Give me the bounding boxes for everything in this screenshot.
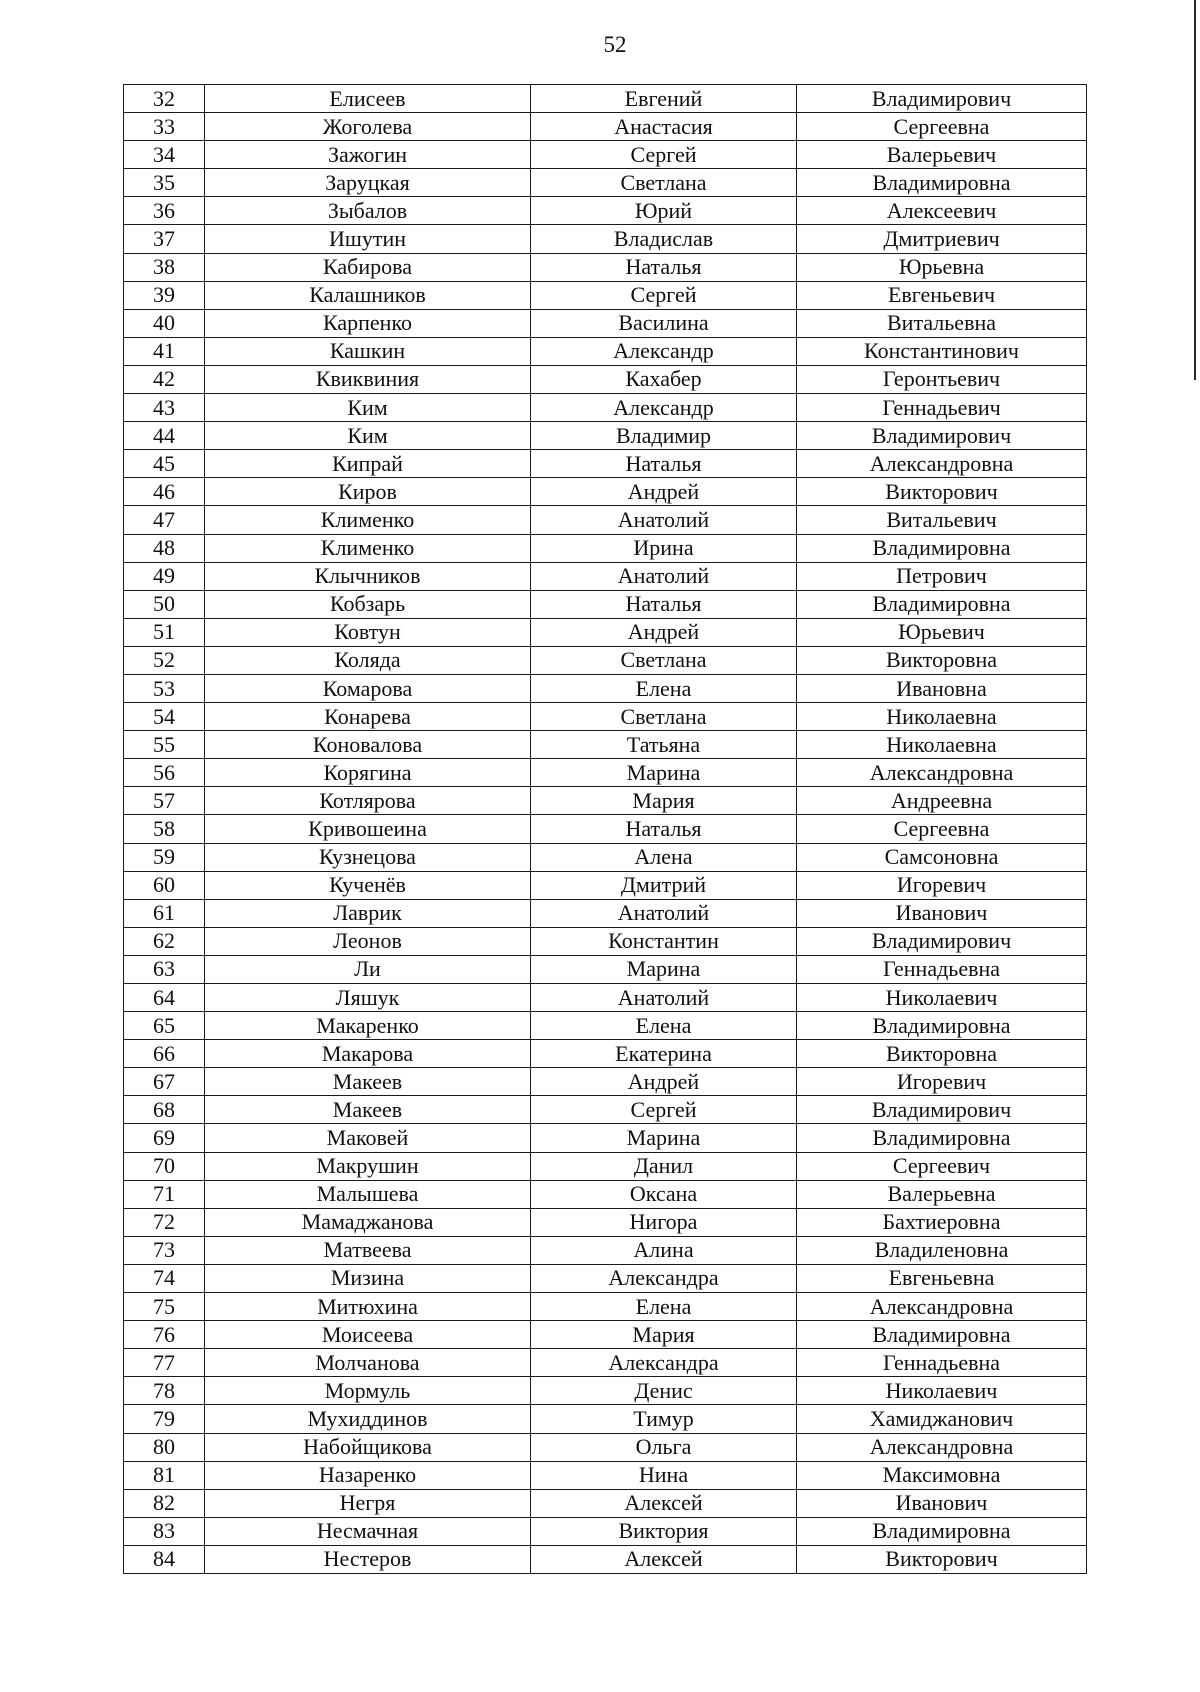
table-row (124, 703, 1087, 731)
row-number-cell: 64 (124, 984, 205, 1012)
patronymic-cell: Алексеевич (797, 197, 1087, 225)
last-name-cell: Ишутин (205, 225, 531, 253)
row-number-cell: 32 (124, 85, 205, 113)
row-number-cell: 72 (124, 1208, 205, 1236)
table-row (124, 1489, 1087, 1517)
row-number-cell: 61 (124, 899, 205, 927)
first-name-cell: Данил (531, 1152, 797, 1180)
name-list-table (123, 84, 1087, 1574)
table-row (124, 1040, 1087, 1068)
table-row (124, 674, 1087, 702)
patronymic-cell: Николаевич (797, 1377, 1087, 1405)
table-row (124, 450, 1087, 478)
patronymic-cell: Самсоновна (797, 843, 1087, 871)
patronymic-cell: Хамиджанович (797, 1405, 1087, 1433)
last-name-cell: Кученёв (205, 871, 531, 899)
first-name-cell: Алексей (531, 1545, 797, 1573)
table-row (124, 113, 1087, 141)
last-name-cell: Кривошеина (205, 815, 531, 843)
first-name-cell: Наталья (531, 590, 797, 618)
table-row (124, 337, 1087, 365)
row-number-cell: 41 (124, 337, 205, 365)
row-number-cell: 52 (124, 646, 205, 674)
row-number-cell: 56 (124, 759, 205, 787)
first-name-cell: Алексей (531, 1489, 797, 1517)
row-number-cell: 71 (124, 1180, 205, 1208)
row-number-cell: 73 (124, 1236, 205, 1264)
first-name-cell: Екатерина (531, 1040, 797, 1068)
row-number-cell: 82 (124, 1489, 205, 1517)
patronymic-cell: Максимовна (797, 1461, 1087, 1489)
first-name-cell: Владислав (531, 225, 797, 253)
first-name-cell: Анатолий (531, 562, 797, 590)
last-name-cell: Моисеева (205, 1321, 531, 1349)
last-name-cell: Клименко (205, 534, 531, 562)
patronymic-cell: Владимировна (797, 1321, 1087, 1349)
first-name-cell: Денис (531, 1377, 797, 1405)
last-name-cell: Ким (205, 422, 531, 450)
table-row (124, 1433, 1087, 1461)
row-number-cell: 69 (124, 1124, 205, 1152)
row-number-cell: 79 (124, 1405, 205, 1433)
first-name-cell: Виктория (531, 1517, 797, 1545)
table-row (124, 1152, 1087, 1180)
last-name-cell: Конарева (205, 703, 531, 731)
patronymic-cell: Геннадьевна (797, 1349, 1087, 1377)
first-name-cell: Александр (531, 394, 797, 422)
last-name-cell: Котлярова (205, 787, 531, 815)
table-row (124, 85, 1087, 113)
row-number-cell: 83 (124, 1517, 205, 1545)
first-name-cell: Анатолий (531, 899, 797, 927)
patronymic-cell: Геннадьевич (797, 394, 1087, 422)
first-name-cell: Анатолий (531, 506, 797, 534)
first-name-cell: Елена (531, 1293, 797, 1321)
last-name-cell: Маковей (205, 1124, 531, 1152)
row-number-cell: 45 (124, 450, 205, 478)
patronymic-cell: Александровна (797, 1293, 1087, 1321)
last-name-cell: Зыбалов (205, 197, 531, 225)
first-name-cell: Андрей (531, 478, 797, 506)
patronymic-cell: Владимирович (797, 422, 1087, 450)
table-row (124, 281, 1087, 309)
patronymic-cell: Николаевна (797, 703, 1087, 731)
table-row (124, 618, 1087, 646)
table-row (124, 478, 1087, 506)
row-number-cell: 59 (124, 843, 205, 871)
patronymic-cell: Викторовна (797, 1040, 1087, 1068)
table-row (124, 590, 1087, 618)
patronymic-cell: Сергеевна (797, 113, 1087, 141)
table-row (124, 1517, 1087, 1545)
last-name-cell: Малышева (205, 1180, 531, 1208)
table-row (124, 1124, 1087, 1152)
row-number-cell: 76 (124, 1321, 205, 1349)
first-name-cell: Андрей (531, 1068, 797, 1096)
table-row (124, 759, 1087, 787)
row-number-cell: 51 (124, 618, 205, 646)
first-name-cell: Константин (531, 927, 797, 955)
row-number-cell: 39 (124, 281, 205, 309)
table-row (124, 253, 1087, 281)
row-number-cell: 68 (124, 1096, 205, 1124)
row-number-cell: 65 (124, 1012, 205, 1040)
first-name-cell: Светлана (531, 169, 797, 197)
last-name-cell: Мизина (205, 1264, 531, 1292)
table-row (124, 646, 1087, 674)
row-number-cell: 47 (124, 506, 205, 534)
row-number-cell: 44 (124, 422, 205, 450)
name-list-body (124, 85, 1087, 1574)
patronymic-cell: Викторовна (797, 646, 1087, 674)
patronymic-cell: Ивановна (797, 674, 1087, 702)
first-name-cell: Нина (531, 1461, 797, 1489)
row-number-cell: 78 (124, 1377, 205, 1405)
table-row (124, 1349, 1087, 1377)
first-name-cell: Александра (531, 1349, 797, 1377)
row-number-cell: 67 (124, 1068, 205, 1096)
row-number-cell: 50 (124, 590, 205, 618)
patronymic-cell: Владимирович (797, 85, 1087, 113)
patronymic-cell: Николаевич (797, 984, 1087, 1012)
table-row (124, 1068, 1087, 1096)
first-name-cell: Сергей (531, 281, 797, 309)
last-name-cell: Макеев (205, 1068, 531, 1096)
table-row (124, 534, 1087, 562)
row-number-cell: 46 (124, 478, 205, 506)
row-number-cell: 42 (124, 365, 205, 393)
table-row (124, 225, 1087, 253)
patronymic-cell: Валерьевич (797, 141, 1087, 169)
last-name-cell: Клименко (205, 506, 531, 534)
last-name-cell: Мормуль (205, 1377, 531, 1405)
row-number-cell: 75 (124, 1293, 205, 1321)
first-name-cell: Наталья (531, 253, 797, 281)
first-name-cell: Светлана (531, 703, 797, 731)
table-row (124, 1321, 1087, 1349)
last-name-cell: Мухиддинов (205, 1405, 531, 1433)
row-number-cell: 77 (124, 1349, 205, 1377)
first-name-cell: Александра (531, 1264, 797, 1292)
table-row (124, 1208, 1087, 1236)
first-name-cell: Юрий (531, 197, 797, 225)
first-name-cell: Кахабер (531, 365, 797, 393)
patronymic-cell: Юрьевич (797, 618, 1087, 646)
patronymic-cell: Александровна (797, 450, 1087, 478)
patronymic-cell: Игоревич (797, 871, 1087, 899)
row-number-cell: 37 (124, 225, 205, 253)
first-name-cell: Алена (531, 843, 797, 871)
patronymic-cell: Петрович (797, 562, 1087, 590)
last-name-cell: Клычников (205, 562, 531, 590)
patronymic-cell: Юрьевна (797, 253, 1087, 281)
last-name-cell: Нестеров (205, 1545, 531, 1573)
table-row (124, 141, 1087, 169)
last-name-cell: Ли (205, 955, 531, 983)
last-name-cell: Киров (205, 478, 531, 506)
last-name-cell: Несмачная (205, 1517, 531, 1545)
page-number: 52 (603, 32, 627, 57)
last-name-cell: Матвеева (205, 1236, 531, 1264)
table-row (124, 1461, 1087, 1489)
table-row (124, 787, 1087, 815)
last-name-cell: Ляшук (205, 984, 531, 1012)
table-row (124, 422, 1087, 450)
table-row (124, 955, 1087, 983)
patronymic-cell: Викторович (797, 478, 1087, 506)
patronymic-cell: Владимировна (797, 590, 1087, 618)
patronymic-cell: Владимировна (797, 1517, 1087, 1545)
table-row (124, 309, 1087, 337)
last-name-cell: Макрушин (205, 1152, 531, 1180)
first-name-cell: Светлана (531, 646, 797, 674)
first-name-cell: Марина (531, 1124, 797, 1152)
row-number-cell: 33 (124, 113, 205, 141)
last-name-cell: Ковтун (205, 618, 531, 646)
first-name-cell: Мария (531, 787, 797, 815)
patronymic-cell: Сергеевич (797, 1152, 1087, 1180)
row-number-cell: 57 (124, 787, 205, 815)
last-name-cell: Леонов (205, 927, 531, 955)
patronymic-cell: Владимирович (797, 927, 1087, 955)
row-number-cell: 38 (124, 253, 205, 281)
patronymic-cell: Викторович (797, 1545, 1087, 1573)
table-row (124, 197, 1087, 225)
patronymic-cell: Валерьевна (797, 1180, 1087, 1208)
first-name-cell: Тимур (531, 1405, 797, 1433)
first-name-cell: Евгений (531, 85, 797, 113)
first-name-cell: Ирина (531, 534, 797, 562)
patronymic-cell: Витальевич (797, 506, 1087, 534)
last-name-cell: Жоголева (205, 113, 531, 141)
last-name-cell: Кабирова (205, 253, 531, 281)
table-row (124, 1236, 1087, 1264)
first-name-cell: Марина (531, 759, 797, 787)
row-number-cell: 81 (124, 1461, 205, 1489)
first-name-cell: Андрей (531, 618, 797, 646)
last-name-cell: Макеев (205, 1096, 531, 1124)
first-name-cell: Владимир (531, 422, 797, 450)
last-name-cell: Калашников (205, 281, 531, 309)
last-name-cell: Коновалова (205, 731, 531, 759)
last-name-cell: Елисеев (205, 85, 531, 113)
patronymic-cell: Владимирович (797, 1096, 1087, 1124)
table-row (124, 927, 1087, 955)
last-name-cell: Негря (205, 1489, 531, 1517)
last-name-cell: Ким (205, 394, 531, 422)
table-row (124, 899, 1087, 927)
row-number-cell: 80 (124, 1433, 205, 1461)
row-number-cell: 74 (124, 1264, 205, 1292)
table-row (124, 815, 1087, 843)
table-row (124, 1545, 1087, 1573)
row-number-cell: 55 (124, 731, 205, 759)
row-number-cell: 58 (124, 815, 205, 843)
patronymic-cell: Евгеньевна (797, 1264, 1087, 1292)
patronymic-cell: Иванович (797, 899, 1087, 927)
row-number-cell: 35 (124, 169, 205, 197)
first-name-cell: Алина (531, 1236, 797, 1264)
table-row (124, 1096, 1087, 1124)
patronymic-cell: Владимировна (797, 534, 1087, 562)
first-name-cell: Сергей (531, 141, 797, 169)
first-name-cell: Анастасия (531, 113, 797, 141)
patronymic-cell: Константинович (797, 337, 1087, 365)
patronymic-cell: Геронтьевич (797, 365, 1087, 393)
last-name-cell: Митюхина (205, 1293, 531, 1321)
table-row (124, 562, 1087, 590)
row-number-cell: 70 (124, 1152, 205, 1180)
patronymic-cell: Николаевна (797, 731, 1087, 759)
first-name-cell: Анатолий (531, 984, 797, 1012)
last-name-cell: Кипрай (205, 450, 531, 478)
first-name-cell: Василина (531, 309, 797, 337)
table-row (124, 1377, 1087, 1405)
first-name-cell: Ольга (531, 1433, 797, 1461)
first-name-cell: Елена (531, 1012, 797, 1040)
row-number-cell: 34 (124, 141, 205, 169)
table-row (124, 1180, 1087, 1208)
row-number-cell: 40 (124, 309, 205, 337)
patronymic-cell: Владимировна (797, 1012, 1087, 1040)
last-name-cell: Лаврик (205, 899, 531, 927)
last-name-cell: Коляда (205, 646, 531, 674)
table-row (124, 169, 1087, 197)
patronymic-cell: Владимировна (797, 1124, 1087, 1152)
last-name-cell: Комарова (205, 674, 531, 702)
patronymic-cell: Сергеевна (797, 815, 1087, 843)
row-number-cell: 53 (124, 674, 205, 702)
first-name-cell: Нигора (531, 1208, 797, 1236)
last-name-cell: Макарова (205, 1040, 531, 1068)
last-name-cell: Кобзарь (205, 590, 531, 618)
row-number-cell: 63 (124, 955, 205, 983)
last-name-cell: Корягина (205, 759, 531, 787)
table-row (124, 394, 1087, 422)
row-number-cell: 43 (124, 394, 205, 422)
last-name-cell: Набойщикова (205, 1433, 531, 1461)
patronymic-cell: Александровна (797, 1433, 1087, 1461)
row-number-cell: 48 (124, 534, 205, 562)
patronymic-cell: Андреевна (797, 787, 1087, 815)
last-name-cell: Карпенко (205, 309, 531, 337)
last-name-cell: Зажогин (205, 141, 531, 169)
row-number-cell: 60 (124, 871, 205, 899)
first-name-cell: Марина (531, 955, 797, 983)
patronymic-cell: Дмитриевич (797, 225, 1087, 253)
last-name-cell: Макаренко (205, 1012, 531, 1040)
row-number-cell: 62 (124, 927, 205, 955)
table-row (124, 731, 1087, 759)
last-name-cell: Кузнецова (205, 843, 531, 871)
first-name-cell: Татьяна (531, 731, 797, 759)
first-name-cell: Елена (531, 674, 797, 702)
table-row (124, 506, 1087, 534)
patronymic-cell: Геннадьевна (797, 955, 1087, 983)
patronymic-cell: Александровна (797, 759, 1087, 787)
row-number-cell: 54 (124, 703, 205, 731)
scan-edge-line (1194, 0, 1196, 380)
last-name-cell: Молчанова (205, 1349, 531, 1377)
table-row (124, 871, 1087, 899)
table-row (124, 843, 1087, 871)
first-name-cell: Александр (531, 337, 797, 365)
row-number-cell: 66 (124, 1040, 205, 1068)
first-name-cell: Наталья (531, 815, 797, 843)
table-row (124, 984, 1087, 1012)
row-number-cell: 36 (124, 197, 205, 225)
patronymic-cell: Евгеньевич (797, 281, 1087, 309)
row-number-cell: 84 (124, 1545, 205, 1573)
first-name-cell: Сергей (531, 1096, 797, 1124)
table-row (124, 1405, 1087, 1433)
first-name-cell: Наталья (531, 450, 797, 478)
patronymic-cell: Иванович (797, 1489, 1087, 1517)
first-name-cell: Оксана (531, 1180, 797, 1208)
patronymic-cell: Владиленовна (797, 1236, 1087, 1264)
patronymic-cell: Игоревич (797, 1068, 1087, 1096)
patronymic-cell: Витальевна (797, 309, 1087, 337)
first-name-cell: Дмитрий (531, 871, 797, 899)
table-row (124, 365, 1087, 393)
last-name-cell: Назаренко (205, 1461, 531, 1489)
last-name-cell: Квиквиния (205, 365, 531, 393)
last-name-cell: Мамаджанова (205, 1208, 531, 1236)
last-name-cell: Кашкин (205, 337, 531, 365)
first-name-cell: Мария (531, 1321, 797, 1349)
last-name-cell: Заруцкая (205, 169, 531, 197)
patronymic-cell: Бахтиеровна (797, 1208, 1087, 1236)
table-row (124, 1264, 1087, 1292)
row-number-cell: 49 (124, 562, 205, 590)
table-row (124, 1012, 1087, 1040)
patronymic-cell: Владимировна (797, 169, 1087, 197)
table-row (124, 1293, 1087, 1321)
